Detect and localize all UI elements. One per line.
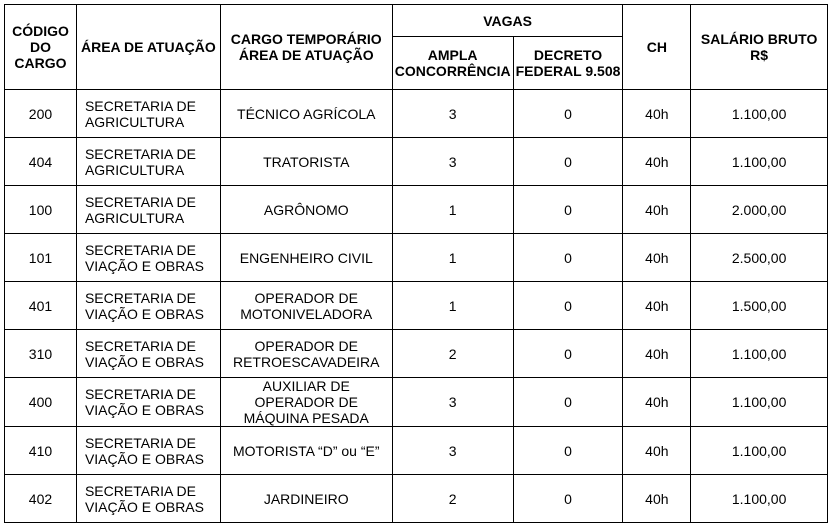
cell-decreto: 0 bbox=[513, 90, 623, 138]
cell-ampla: 3 bbox=[392, 90, 513, 138]
header-area: ÁREA DE ATUAÇÃO bbox=[76, 5, 220, 90]
cell-salario: 1.100,00 bbox=[691, 378, 828, 427]
cell-salario: 1.100,00 bbox=[691, 90, 828, 138]
vacancy-table bbox=[4, 4, 828, 523]
cell-cargo: TRATORISTA bbox=[220, 138, 392, 186]
cell-ch: 40h bbox=[623, 282, 691, 330]
cell-area: SECRETARIA DE VIAÇÃO E OBRAS bbox=[76, 475, 220, 523]
cell-ampla: 1 bbox=[392, 282, 513, 330]
cell-ch: 40h bbox=[623, 234, 691, 282]
vacancy-table-container bbox=[4, 4, 828, 523]
cell-decreto: 0 bbox=[513, 138, 623, 186]
cell-ch: 40h bbox=[623, 475, 691, 523]
table-row bbox=[5, 330, 828, 378]
header-ch: CH bbox=[623, 5, 691, 90]
cell-salario: 1.100,00 bbox=[691, 475, 828, 523]
cell-cargo: ENGENHEIRO CIVIL bbox=[220, 234, 392, 282]
cell-ampla: 2 bbox=[392, 330, 513, 378]
cell-ampla: 3 bbox=[392, 378, 513, 427]
cell-ampla: 1 bbox=[392, 186, 513, 234]
cell-decreto: 0 bbox=[513, 427, 623, 475]
cell-ampla: 3 bbox=[392, 138, 513, 186]
cell-codigo: 402 bbox=[5, 475, 77, 523]
cell-ch: 40h bbox=[623, 378, 691, 427]
cell-decreto: 0 bbox=[513, 186, 623, 234]
cell-ch: 40h bbox=[623, 427, 691, 475]
cell-decreto: 0 bbox=[513, 282, 623, 330]
cell-salario: 1.500,00 bbox=[691, 282, 828, 330]
header-ampla: AMPLA CONCORRÊNCIA bbox=[392, 37, 513, 90]
cell-ch: 40h bbox=[623, 330, 691, 378]
cell-codigo: 101 bbox=[5, 234, 77, 282]
cell-area: SECRETARIA DE VIAÇÃO E OBRAS bbox=[76, 282, 220, 330]
cell-salario: 2.000,00 bbox=[691, 186, 828, 234]
cell-ampla: 1 bbox=[392, 234, 513, 282]
cell-cargo: MOTORISTA “D” ou “E” bbox=[220, 427, 392, 475]
cell-area: SECRETARIA DE VIAÇÃO E OBRAS bbox=[76, 427, 220, 475]
cell-decreto: 0 bbox=[513, 475, 623, 523]
cell-decreto: 0 bbox=[513, 378, 623, 427]
cell-cargo: AUXILIAR DE OPERADOR DE MÁQUINA PESADA bbox=[220, 378, 392, 427]
header-row bbox=[5, 5, 828, 37]
cell-cargo: TÉCNICO AGRÍCOLA bbox=[220, 90, 392, 138]
cell-salario: 2.500,00 bbox=[691, 234, 828, 282]
cell-codigo: 400 bbox=[5, 378, 77, 427]
cell-cargo: JARDINEIRO bbox=[220, 475, 392, 523]
cell-salario: 1.100,00 bbox=[691, 330, 828, 378]
cell-ampla: 2 bbox=[392, 475, 513, 523]
cell-codigo: 310 bbox=[5, 330, 77, 378]
cell-codigo: 200 bbox=[5, 90, 77, 138]
table-row bbox=[5, 427, 828, 475]
table-row bbox=[5, 234, 828, 282]
cell-cargo: AGRÔNOMO bbox=[220, 186, 392, 234]
cell-area: SECRETARIA DE AGRICULTURA bbox=[76, 186, 220, 234]
header-codigo: CÓDIGO DO CARGO bbox=[5, 5, 77, 90]
cell-ch: 40h bbox=[623, 186, 691, 234]
cell-codigo: 404 bbox=[5, 138, 77, 186]
cell-area: SECRETARIA DE AGRICULTURA bbox=[76, 90, 220, 138]
cell-ch: 40h bbox=[623, 138, 691, 186]
cell-ch: 40h bbox=[623, 90, 691, 138]
cell-decreto: 0 bbox=[513, 330, 623, 378]
table-row bbox=[5, 186, 828, 234]
table-row bbox=[5, 282, 828, 330]
cell-area: SECRETARIA DE AGRICULTURA bbox=[76, 138, 220, 186]
cell-codigo: 410 bbox=[5, 427, 77, 475]
header-decreto: DECRETO FEDERAL 9.508 bbox=[513, 37, 623, 90]
cell-area: SECRETARIA DE VIAÇÃO E OBRAS bbox=[76, 234, 220, 282]
table-row bbox=[5, 475, 828, 523]
header-cargo: CARGO TEMPORÁRIO ÁREA DE ATUAÇÃO bbox=[220, 5, 392, 90]
cell-area: SECRETARIA DE VIAÇÃO E OBRAS bbox=[76, 378, 220, 427]
cell-codigo: 100 bbox=[5, 186, 77, 234]
cell-cargo: OPERADOR DE RETROESCAVADEIRA bbox=[220, 330, 392, 378]
cell-decreto: 0 bbox=[513, 234, 623, 282]
header-salario: SALÁRIO BRUTO R$ bbox=[691, 5, 828, 90]
table-row bbox=[5, 90, 828, 138]
header-vagas: VAGAS bbox=[392, 5, 623, 37]
table-row bbox=[5, 378, 828, 427]
cell-ampla: 3 bbox=[392, 427, 513, 475]
cell-salario: 1.100,00 bbox=[691, 138, 828, 186]
cell-area: SECRETARIA DE VIAÇÃO E OBRAS bbox=[76, 330, 220, 378]
cell-cargo: OPERADOR DE MOTONIVELADORA bbox=[220, 282, 392, 330]
cell-codigo: 401 bbox=[5, 282, 77, 330]
table-row bbox=[5, 138, 828, 186]
cell-salario: 1.100,00 bbox=[691, 427, 828, 475]
